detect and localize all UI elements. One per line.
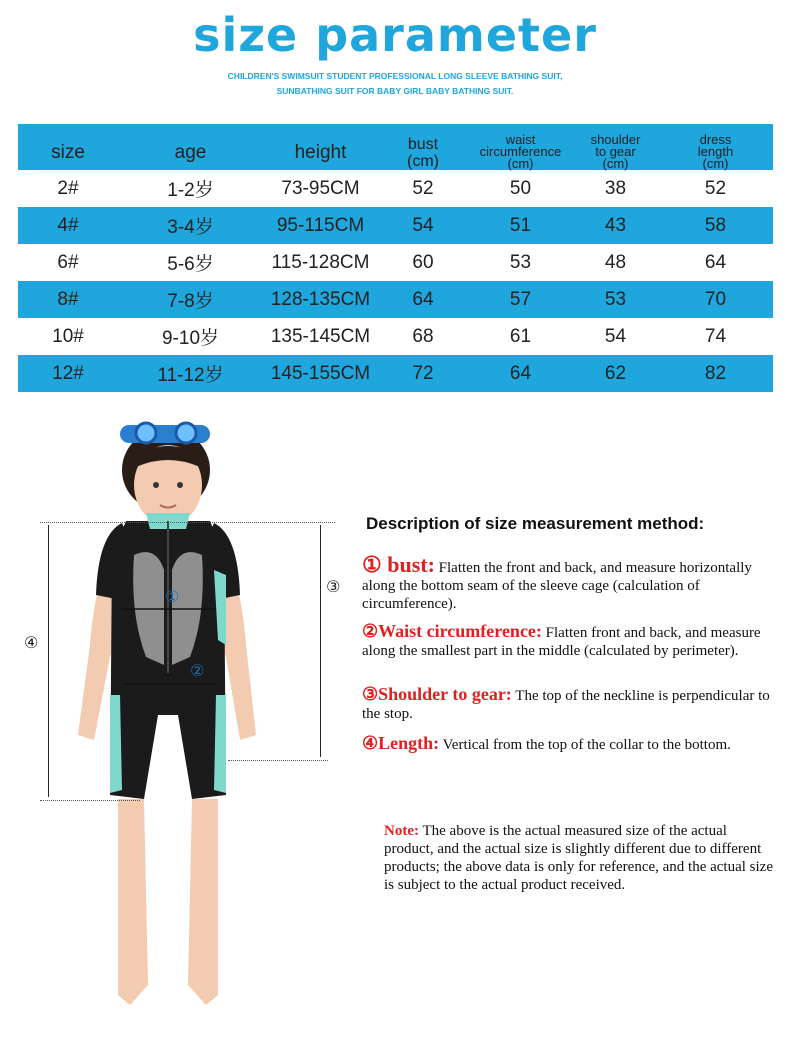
length-label: ④Length: (362, 733, 440, 753)
cell-shoulder: 38 (604, 177, 627, 199)
cell-shoulder: 48 (604, 251, 627, 273)
page-title: size parameter (193, 8, 597, 62)
cell-height: 135-145CM (270, 325, 371, 347)
cell-waist: 51 (468, 207, 573, 244)
cell-bust: 52 (412, 177, 434, 199)
cell-waist: 64 (468, 355, 573, 392)
table-row (18, 170, 773, 207)
cell-bust: 60 (412, 251, 434, 273)
length-arrow-line (48, 525, 49, 797)
cell-height: 95-115CM (263, 207, 378, 244)
cell-bust: 68 (412, 325, 434, 347)
description-item-shoulder (362, 685, 782, 723)
description-item-length (362, 734, 782, 754)
cell-bust: 72 (378, 355, 468, 392)
table-row (18, 207, 773, 244)
cell-shoulder: 43 (573, 207, 658, 244)
cell-length: 70 (658, 281, 773, 318)
cell-length: 64 (704, 251, 727, 273)
marker-4: ④ (24, 633, 39, 652)
cell-age: 7-8岁 (118, 281, 263, 318)
cell-age: 3-4岁 (118, 207, 263, 244)
table-row (18, 355, 773, 392)
waist-text: Flatten front and back, and measure along the smallest part in the middle (calculated by perimeter). (362, 625, 761, 659)
header-size: size (18, 124, 118, 170)
cell-age: 9-10岁 (161, 328, 220, 349)
note-label: Note: (384, 823, 419, 839)
cell-length: 52 (704, 177, 727, 199)
subtitle-line-2: SUNBATHING SUIT FOR BABY GIRL BABY BATHING SUIT. (276, 86, 514, 96)
length-text: Vertical from the top of the collar to the bottom. (442, 737, 731, 753)
table-row (18, 244, 773, 281)
bottom-guide-line (40, 800, 140, 801)
cell-size: 10# (52, 325, 84, 347)
cell-length: 74 (704, 325, 727, 347)
cell-height: 73-95CM (281, 177, 360, 199)
cell-size: 8# (18, 281, 118, 318)
cell-age: 5-6岁 (167, 254, 214, 275)
cell-shoulder: 53 (573, 281, 658, 318)
cell-bust: 64 (378, 281, 468, 318)
cell-waist: 57 (468, 281, 573, 318)
header-shoulder: shoulder to gear (cm) (573, 124, 658, 170)
waist-label: ②Waist circumference: (362, 621, 542, 641)
cell-length: 82 (658, 355, 773, 392)
cell-size: 2# (57, 177, 79, 199)
shoulder-text: The top of the neckline is perpendicular to the stop. (362, 688, 770, 722)
top-guide-line (40, 522, 335, 523)
cell-height: 115-128CM (271, 251, 370, 273)
description-item-waist (362, 622, 782, 660)
right-leg (188, 799, 218, 1005)
shoulder-label: ③Shoulder to gear: (362, 684, 512, 704)
cell-age: 11-12岁 (118, 355, 263, 392)
cell-waist: 50 (509, 177, 532, 199)
bust-label: ① bust: (362, 552, 435, 577)
marker-3: ③ (326, 577, 341, 596)
left-leg (118, 799, 148, 1005)
marker-2: ② (190, 661, 205, 680)
note-block (384, 822, 779, 894)
cell-waist: 53 (509, 251, 532, 273)
header-dress-length: dress length (cm) (658, 124, 773, 170)
cell-height: 128-135CM (263, 281, 378, 318)
table-header-row (18, 124, 773, 170)
table-row (18, 281, 773, 318)
cell-height: 145-155CM (263, 355, 378, 392)
cell-age: 1-2岁 (167, 180, 214, 201)
header-waist: waist circumference (cm) (468, 124, 573, 170)
wetsuit-model-illustration (18, 395, 353, 1035)
cell-waist: 61 (509, 325, 532, 347)
size-table (18, 124, 773, 392)
subtitle-line-1: CHILDREN'S SWIMSUIT STUDENT PROFESSIONAL LONG SLEEVE BATHING SUIT, (227, 71, 563, 81)
description-item-bust (362, 552, 782, 613)
cell-size: 4# (18, 207, 118, 244)
cell-shoulder: 54 (604, 325, 627, 347)
cell-length: 58 (658, 207, 773, 244)
header-bust: bust (cm) (378, 124, 468, 170)
description-heading: Description of size measurement method: (366, 514, 705, 533)
cell-size: 6# (57, 251, 79, 273)
model-figure (18, 395, 353, 1035)
table-row (18, 318, 773, 355)
cell-size: 12# (18, 355, 118, 392)
note-text: The above is the actual measured size of the actual product, and the actual size is slightly different due to different products; the above data is only for reference, and the actual size is subject to the actual product received. (384, 823, 773, 893)
header-age: age (118, 124, 263, 170)
bust-text: Flatten the front and back, and measure horizontally along the bottom seam of the sleeve cage (calculation of circumference). (362, 560, 752, 612)
shoulder-arrow-line (320, 525, 321, 757)
cell-bust: 54 (378, 207, 468, 244)
cell-shoulder: 62 (573, 355, 658, 392)
header-height: height (263, 124, 378, 170)
shoulder-guide-line (228, 760, 328, 761)
marker-1: ① (165, 587, 180, 606)
